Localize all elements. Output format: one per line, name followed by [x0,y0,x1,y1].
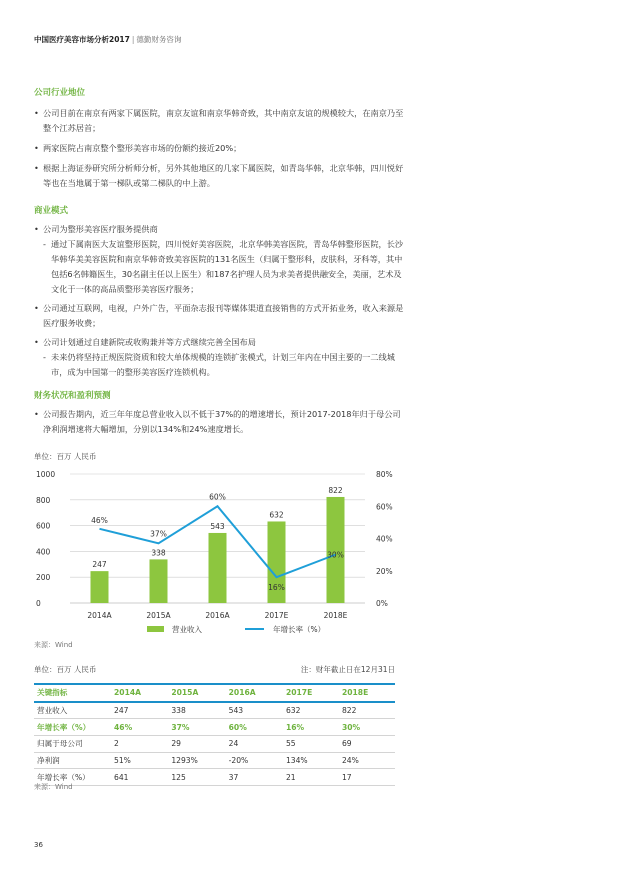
table-cell: 46% [111,719,168,736]
table-cell: 21 [283,769,339,786]
line-value-label: 46% [91,515,108,525]
table-cell: 年增长率（%） [34,769,111,786]
y-right-tick-label: 20% [376,566,393,576]
bar-value-label: 822 [328,485,343,495]
legend-bar-label: 营业收入 [172,625,202,634]
table-cell: 632 [283,702,339,719]
table-row [34,702,395,719]
section-title-financial: 财务状况和盈利预测 [34,391,111,401]
table-header-cell: 2016A [226,684,283,702]
bar-value-label: 247 [92,560,107,570]
table-header-cell: 2015A [168,684,225,702]
table-row [34,769,395,786]
table-cell: 24 [226,736,283,753]
line-value-label: 30% [327,550,344,560]
line-value-label: 16% [268,583,285,593]
table-cell: 822 [339,702,395,719]
table-cell: 2 [111,736,168,753]
bar-value-label: 338 [151,548,166,558]
table-cell: 16% [283,719,339,736]
table-cell: 29 [168,736,225,753]
table-source: 来源：Wind [34,783,73,791]
y-right-tick-label: 80% [376,470,393,479]
bar-value-label: 632 [269,510,284,520]
table-cell: 17 [339,769,395,786]
table-cell: 1293% [168,752,225,769]
section-title-position: 公司行业地位 [34,88,86,98]
table-cell: 37% [168,719,225,736]
table-header-cell: 2014A [111,684,168,702]
page-number: 36 [34,841,43,849]
y-left-tick-label: 200 [36,573,51,583]
table-cell: 37 [226,769,283,786]
table-cell: 134% [283,752,339,769]
y-left-tick-label: 400 [36,547,51,557]
table-cell: 60% [226,719,283,736]
header-subtitle: 德勤财务咨询 [136,35,182,44]
x-tick-label: 2018E [323,611,348,620]
section-title-business: 商业模式 [34,206,69,216]
line-value-label: 37% [150,529,167,539]
business-subitem-3: - 未来仍将坚持正规医院资质和较大单体规模的连锁扩张模式，计划三年内在中国主要的一二线城市，成为中国第一的整形美容医疗连锁机构。 [34,350,404,380]
table-row [34,752,395,769]
y-left-tick-label: 800 [36,495,51,505]
legend-line-label: 年增长率（%） [273,625,326,634]
business-subitem-1: - 通过下属南医大友谊整形医院，四川悦好美容医院，北京华韩美容医院，青岛华韩整形医院，长沙华韩华美美容医院和南京华韩奇致美容医院的131名医生（归属于整形科，皮肤科，牙科等，其中包括6名韩籍医生，30名副主任以上医生）和187名护理人员为求美者提供融安全，美丽，艺术及文化于一体的高品质整形美容医疗服务； [34,237,404,297]
business-bullet-3: • 公司计划通过自建新院或收购兼并等方式继续完善全国布局 [34,335,404,350]
bar-2016A [209,533,227,603]
table-cell: 51% [111,752,168,769]
y-left-tick-label: 0 [36,599,41,608]
position-bullet-1: • 公司目前在南京有两家下属医院，南京友谊和南京华韩奇致，其中南京友谊的规模较大，在南京乃至整个江苏居首； [34,106,404,136]
x-tick-label: 2015A [146,611,171,620]
line-value-label: 60% [209,492,226,502]
table-header-cell: 2017E [283,684,339,702]
table-note: 注：财年截止日在12月31日 [300,665,395,674]
table-row [34,736,395,753]
position-bullet-3: • 根据上海证券研究所分析师分析，另外其他地区的几家下属医院，如青岛华韩，北京华韩，四川悦好等也在当地属于第一梯队或第二梯队的中上游。 [34,161,404,191]
table-cell: 247 [111,702,168,719]
financial-bullet: • 公司报告期内，近三年年度总营业收入以不低于37%的的增速增长，预计2017-2018年归于母公司净利润增速将大幅增加，分别以134%和24%速度增长。 [34,407,404,437]
table-cell: 125 [168,769,225,786]
y-right-tick-label: 60% [376,502,393,512]
header-title: 中国医疗美容市场分析2017 [34,35,130,44]
table-header-cell: 2018E [339,684,395,702]
chart-source: 来源：Wind [34,641,73,649]
business-bullet-1: • 公司为整形美容医疗服务提供商 [34,222,404,237]
bar-2015A [150,559,168,603]
business-bullet-2: • 公司通过互联网，电视，户外广告，平面杂志报刊等媒体渠道直接销售的方式开拓业务，收入来源是医疗服务收费； [34,301,404,331]
position-bullet-2: • 两家医院占南京整个整形美容市场的份额约接近20%； [34,141,404,156]
y-right-tick-label: 40% [376,534,393,544]
table-cell: 55 [283,736,339,753]
legend-bar-swatch [147,626,164,632]
x-tick-label: 2014A [87,611,112,620]
table-unit: 单位：百万 人民币 [34,665,97,674]
table-cell: 营业收入 [34,702,111,719]
table-cell: 24% [339,752,395,769]
x-tick-label: 2016A [205,611,230,620]
header-separator: | [131,35,135,44]
table-cell: 年增长率（%） [34,719,111,736]
table-cell: 543 [226,702,283,719]
table-cell: -20% [226,752,283,769]
table-cell: 641 [111,769,168,786]
key-indicators-table [34,683,395,786]
table-header-cell: 关键指标 [34,684,111,702]
y-left-tick-label: 600 [36,521,51,531]
bar-value-label: 543 [210,521,225,531]
bar-2014A [91,571,109,603]
table-cell: 30% [339,719,395,736]
table-header-row [34,684,395,702]
table-cell: 338 [168,702,225,719]
x-tick-label: 2017E [264,611,289,620]
table-cell: 69 [339,736,395,753]
table-cell: 归属于母公司 [34,736,111,753]
chart-unit: 单位：百万 人民币 [34,452,97,461]
y-left-tick-label: 1000 [36,470,56,479]
y-right-tick-label: 0% [376,599,388,608]
table-cell: 净利润 [34,752,111,769]
table-row [34,719,395,736]
